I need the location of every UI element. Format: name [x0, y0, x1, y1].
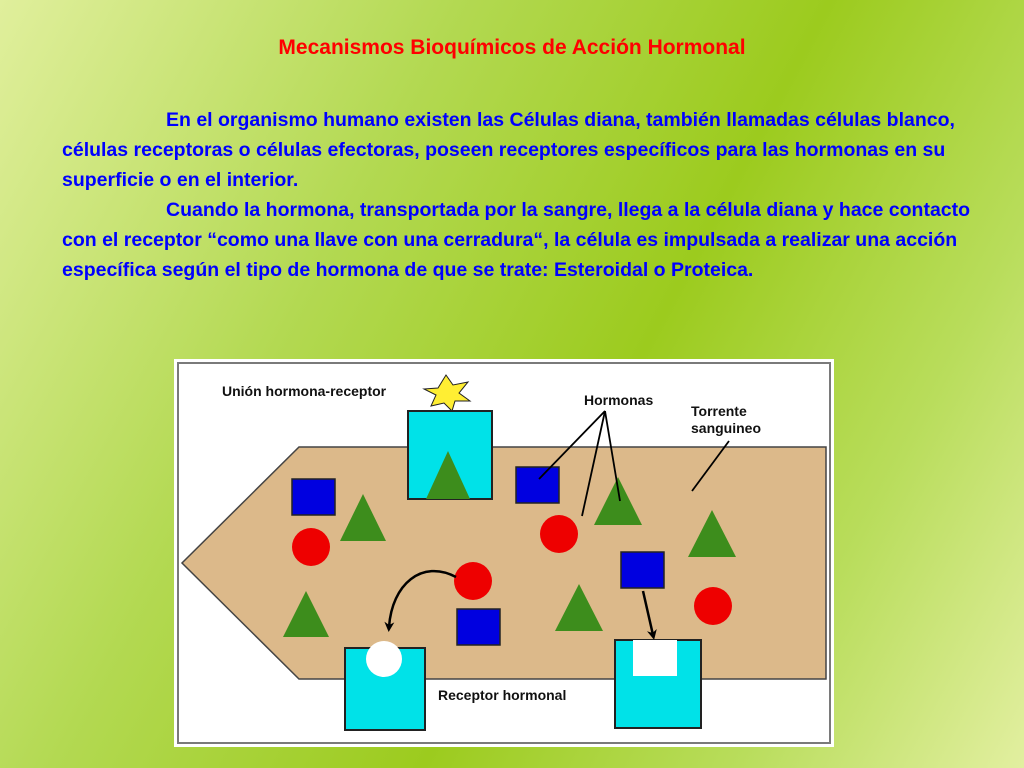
- receptor-cell-union: [408, 411, 492, 499]
- hormone-square: [516, 467, 559, 503]
- hormone-circle: [454, 562, 492, 600]
- slide-body: [62, 105, 972, 285]
- paragraph-hormona-receptor: Cuando la hormona, transportada por la sangre, llega a la célula diana y hace contacto con el receptor “como una llave con una cerradura“, la célula es impulsada a realizar una acción específica según el tipo de hormona de que se trate: Esteroidal o Proteica.: [62, 199, 971, 281]
- receptor-cell-circle: [345, 641, 425, 730]
- circle-binding-site: [366, 641, 402, 677]
- label-sanguineo: sanguineo: [691, 420, 762, 436]
- hormone-square: [457, 609, 500, 645]
- label-torrente: Torrente: [691, 403, 747, 419]
- hormone-receptor-diagram: [174, 359, 834, 747]
- bloodstream-arrow: [182, 447, 826, 679]
- diagram-svg: [174, 359, 834, 747]
- slide-title: Mecanismos Bioquímicos de Acción Hormonal: [278, 36, 746, 59]
- receptor-cell-square: [615, 640, 701, 728]
- paragraph-celulas-diana: En el organismo humano existen las Células diana, también llamadas células blanco, células receptoras o células efectoras, poseen receptores específicos para las hormonas en su superficie o en el interior.: [62, 109, 955, 191]
- hormone-square: [621, 552, 664, 588]
- label-hormonas: Hormonas: [584, 392, 654, 408]
- hormone-circle: [694, 587, 732, 625]
- label-receptor-hormonal: Receptor hormonal: [438, 687, 567, 703]
- hormone-square: [292, 479, 335, 515]
- hormone-circle: [292, 528, 330, 566]
- hormone-circle: [540, 515, 578, 553]
- square-binding-site: [633, 640, 677, 676]
- label-union-hormona-receptor: Unión hormona-receptor: [222, 383, 387, 399]
- starburst-icon: [424, 375, 470, 411]
